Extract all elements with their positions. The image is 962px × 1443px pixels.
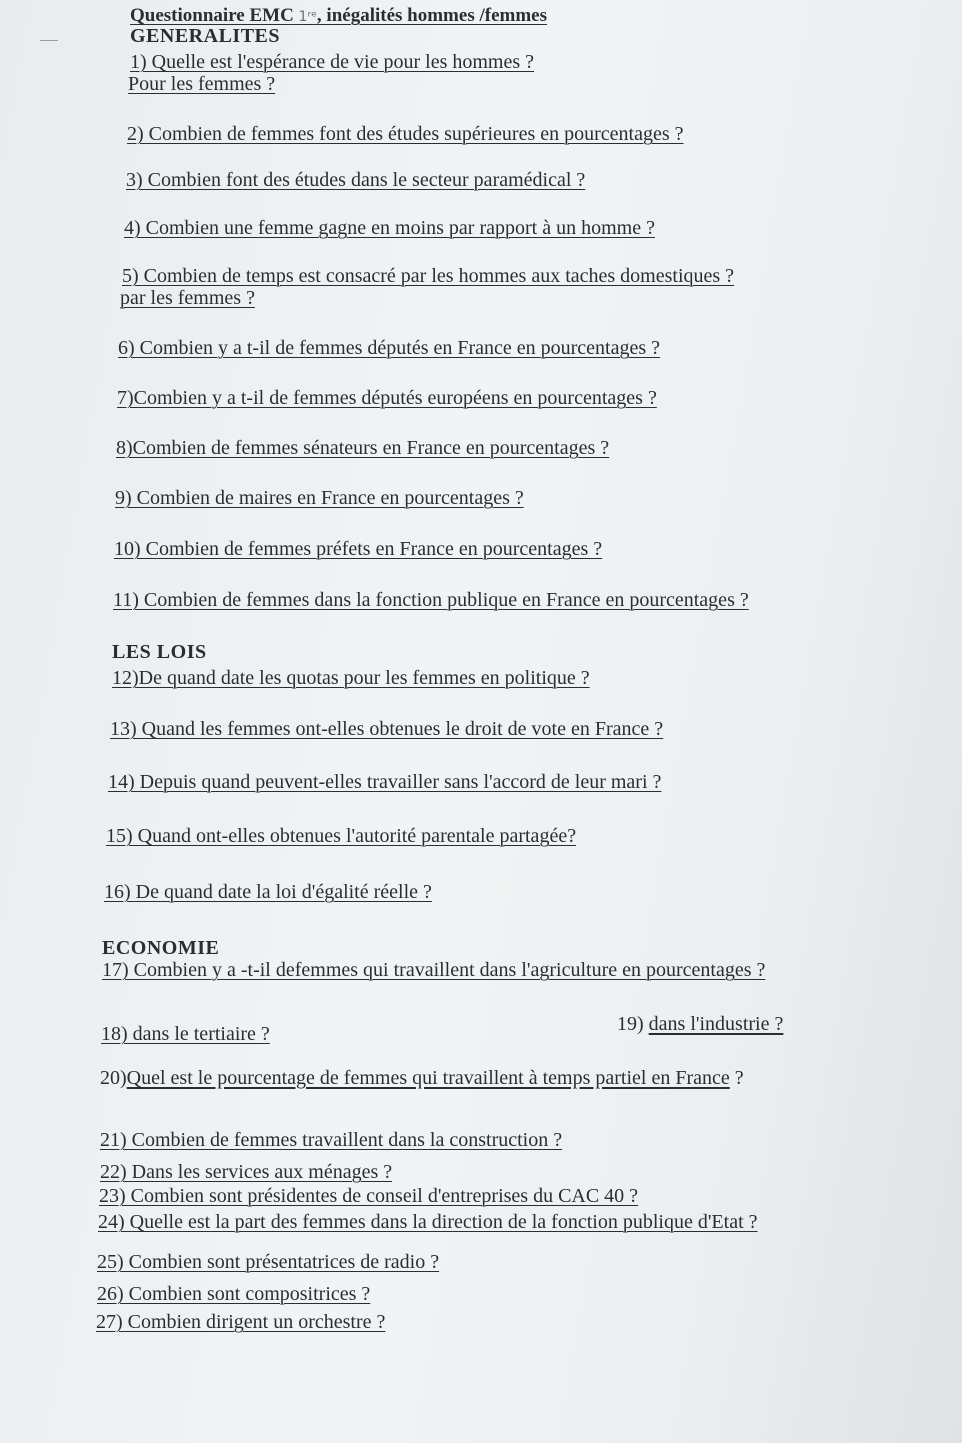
question-12: 12)De quand date les quotas pour les femmes en politique ? (112, 667, 590, 689)
question-1: 1) Quelle est l'espérance de vie pour les hommes ? (130, 51, 535, 73)
question-5: 5) Combien de temps est consacré par les hommes aux taches domestiques ? (122, 265, 735, 287)
question-27: 27) Combien dirigent un orchestre ? (96, 1311, 386, 1333)
question-15: 15) Quand ont-elles obtenues l'autorité parentale partagée? (106, 825, 577, 847)
question-20 (100, 1066, 744, 1090)
question-20-text: Quel est le pourcentage de femmes qui travaillent à temps partiel en France (126, 1067, 730, 1089)
title-prefix: Questionnaire EMC (130, 5, 294, 26)
question-3: 3) Combien font des études dans le secteur paramédical ? (126, 169, 586, 191)
question-26: 26) Combien sont compositrices ? (97, 1283, 371, 1305)
question-9: 9) Combien de maires en France en pourcentages ? (115, 487, 524, 509)
question-11: 11) Combien de femmes dans la fonction publique en France en pourcentages ? (113, 589, 749, 611)
question-19-text: dans l'industrie ? (648, 1013, 784, 1035)
question-10: 10) Combien de femmes préfets en France en pourcentages ? (114, 538, 603, 560)
question-19 (617, 1012, 783, 1036)
question-18: 18) dans le tertiaire ? (101, 1023, 270, 1045)
question-19-number: 19) (617, 1013, 644, 1035)
question-20-number: 20) (100, 1067, 127, 1089)
question-5-women: par les femmes ? (120, 287, 255, 309)
question-21: 21) Combien de femmes travaillent dans la construction ? (100, 1129, 563, 1151)
question-7: 7)Combien y a t-il de femmes députés européens en pourcentages ? (117, 387, 657, 409)
question-8: 8)Combien de femmes sénateurs en France en pourcentages ? (116, 437, 610, 459)
handwritten-class-note: 1ʳᵉ (298, 9, 317, 25)
section-economie: ECONOMIE (102, 937, 220, 959)
question-14: 14) Depuis quand peuvent-elles travailler sans l'accord de leur mari ? (108, 771, 662, 793)
question-13: 13) Quand les femmes ont-elles obtenues le droit de vote en France ? (110, 718, 664, 740)
pencil-mark (40, 40, 58, 41)
question-2: 2) Combien de femmes font des études supérieures en pourcentages ? (127, 123, 684, 145)
title-suffix: , inégalités hommes /femmes (316, 5, 547, 26)
question-4: 4) Combien une femme gagne en moins par rapport à un homme ? (124, 217, 655, 239)
question-17: 17) Combien y a -t-il defemmes qui travaillent dans l'agriculture en pourcentages ? (102, 959, 766, 981)
question-16: 16) De quand date la loi d'égalité réelle ? (104, 881, 432, 903)
question-25: 25) Combien sont présentatrices de radio ? (97, 1251, 440, 1273)
question-1-women: Pour les femmes ? (128, 73, 276, 95)
section-lois: LES LOIS (112, 641, 207, 663)
section-generalites: GENERALITES (130, 25, 280, 47)
question-23: 23) Combien sont présidentes de conseil d'entreprises du CAC 40 ? (99, 1185, 639, 1207)
question-24: 24) Quelle est la part des femmes dans la direction de la fonction publique d'Etat ? (98, 1211, 758, 1233)
question-20-end: ? (734, 1067, 744, 1089)
question-22: 22) Dans les services aux ménages ? (100, 1161, 393, 1183)
question-6: 6) Combien y a t-il de femmes députés en France en pourcentages ? (118, 337, 661, 359)
